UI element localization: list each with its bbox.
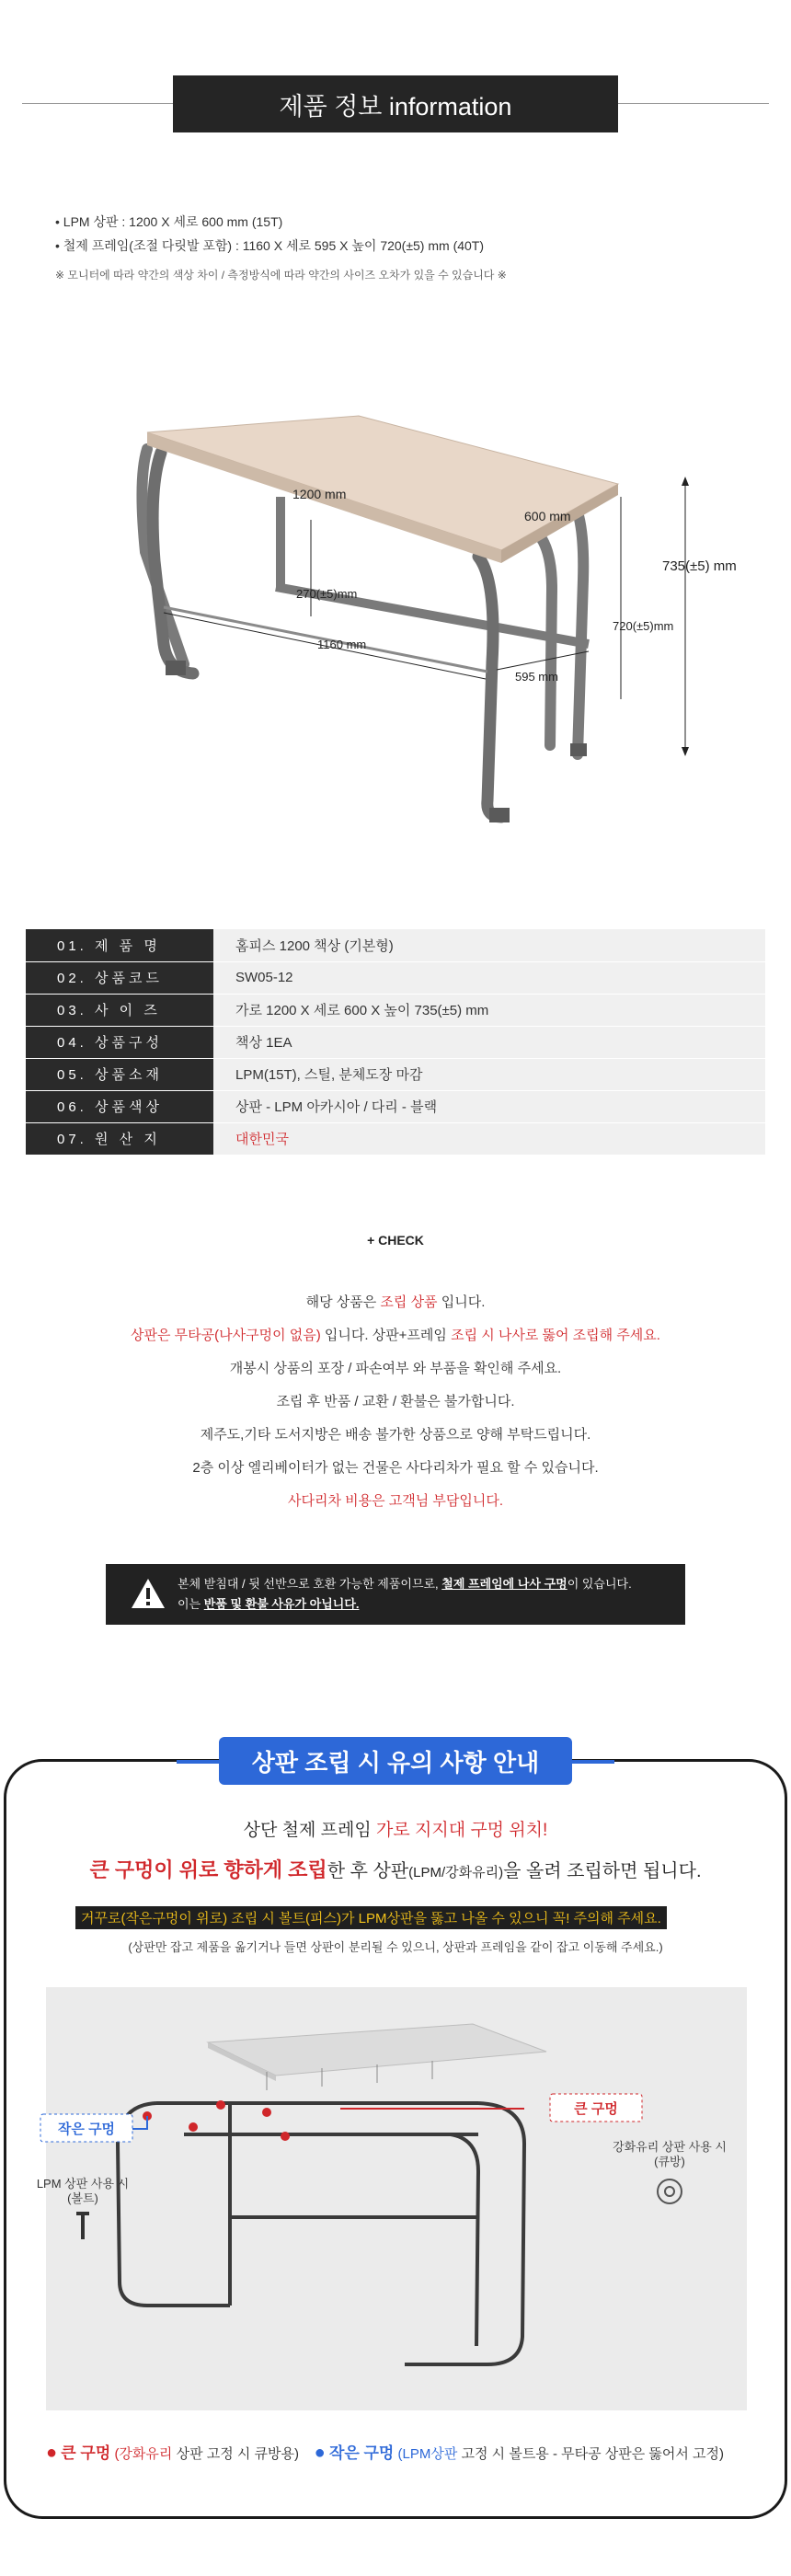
check-line: 2층 이상 엘리베이터가 없는 건물은 사다리차가 필요 할 수 있습니다.: [192, 1460, 599, 1476]
row-label: 07. 원 산 지: [26, 1122, 213, 1155]
assembly-title: 상판 조립 시 유의 사항 안내: [219, 1737, 572, 1785]
assembly-diagram: [36, 1987, 747, 2410]
spec-item: • LPM 상판 : 1200 X 세로 600 mm (15T): [55, 214, 283, 229]
check-line: 사다리차 비용은 고객님 부담입니다.: [287, 1493, 504, 1509]
blue-dot-icon: ●: [314, 2443, 326, 2463]
title-divider-left: [22, 103, 173, 104]
row-value: SW05-12: [213, 961, 765, 994]
glass-use-label: 강화유리 상판 사용 시: [613, 2140, 727, 2154]
assembly-diagram-drawing: [36, 1987, 747, 2410]
table-row: [26, 1122, 765, 1155]
spec-item: • 철제 프레임(조절 다릿발 포함) : 1160 X 세로 595 X 높이 720(±5) mm (40T): [55, 238, 485, 253]
row-value: 가로 1200 X 세로 600 X 높이 735(±5) mm: [213, 994, 765, 1026]
small-hole-label: 작은 구멍: [57, 2122, 116, 2137]
check-title: + CHECK: [367, 1233, 424, 1248]
check-line: 조립 후 반품 / 교환 / 환불은 불가합니다.: [276, 1394, 515, 1409]
row-label: 03. 사 이 즈: [26, 994, 213, 1026]
dim-stretcher-height: 270(±5)mm: [296, 587, 358, 601]
section-title: 제품 정보 information: [173, 75, 618, 132]
check-line: 개봉시 상품의 포장 / 파손여부 와 부품을 확인해 주세요.: [229, 1361, 562, 1376]
title-divider-right: [618, 103, 769, 104]
assembly-subnote: (상판만 잡고 제품을 옮기거나 들면 상판이 분리될 수 있으니, 상판과 프레임을 같이 잡고 이동해 주세요.): [128, 1940, 663, 1954]
table-row: [26, 1026, 765, 1058]
big-hole-label: 큰 구멍: [574, 2101, 618, 2117]
table-row: [26, 961, 765, 994]
dim-total-height: 735(±5) mm: [662, 558, 737, 574]
assembly-head-line-left: [177, 1760, 219, 1764]
warning-box: [106, 1564, 685, 1625]
suction-cup-icon: [658, 2179, 682, 2203]
assembly-head-line-right: [572, 1760, 614, 1764]
row-label: 04. 상품구성: [26, 1026, 213, 1058]
bolt-icon: [76, 2212, 89, 2239]
desk-dimension-drawing: [0, 368, 791, 846]
row-value: LPM(15T), 스틸, 분체도장 마감: [213, 1058, 765, 1090]
warning-line: 이는 반품 및 환불 사유가 아닙니다.: [178, 1597, 360, 1611]
dim-top-depth: 600 mm: [524, 509, 571, 523]
glass-use-sub: (큐방): [654, 2155, 685, 2168]
dim-top-width: 1200 mm: [292, 487, 347, 501]
assembly-line: 큰 구멍이 위로 향하게 조립한 후 상판(LPM/강화유리)을 올려 조립하면 됩니다.: [89, 1858, 702, 1881]
hole-legend: ● 큰 구멍 (강화유리 상판 고정 시 큐방용) ● 작은 구멍 (LPM상판 고정 시 볼트용 - 무타공 상판은 뚫어서 고정): [46, 2443, 725, 2463]
table-row: [26, 1058, 765, 1090]
table-row: [26, 994, 765, 1026]
row-value: 대한민국: [213, 1122, 765, 1155]
row-value: 책상 1EA: [213, 1026, 765, 1058]
assembly-warning: 거꾸로(작은구멍이 위로) 조립 시 볼트(피스)가 LPM상판을 뚫고 나올 수 있으니 꼭! 주의해 주세요.: [75, 1906, 667, 1929]
row-label: 01. 제 품 명: [26, 929, 213, 961]
check-line: 상판은 무타공(나사구멍이 없음) 입니다. 상판+프레임 조립 시 나사로 뚫어 조립해 주세요.: [131, 1328, 660, 1343]
warning-line: 본체 받침대 / 뒷 선반으로 호환 가능한 제품이므로, 철제 프레임에 나사 구멍이 있습니다.: [178, 1577, 632, 1591]
assembly-line: 상단 철제 프레임 가로 지지대 구멍 위치!: [243, 1821, 548, 1840]
table-row: [26, 929, 765, 961]
red-dot-icon: ●: [46, 2443, 58, 2463]
table-row: [26, 1090, 765, 1122]
dim-frame-height: 720(±5)mm: [613, 619, 674, 633]
row-value: 상판 - LPM 아카시아 / 다리 - 블랙: [213, 1090, 765, 1122]
check-line: 해당 상품은 조립 상품 입니다.: [305, 1294, 486, 1310]
product-info-table: [26, 929, 765, 1156]
warning-icon: [130, 1577, 166, 1610]
spec-list: [55, 210, 484, 258]
row-label: 05. 상품소재: [26, 1058, 213, 1090]
dim-frame-width: 1160 mm: [317, 638, 367, 651]
dim-frame-depth: 595 mm: [515, 670, 558, 684]
spec-note: ※ 모니터에 따라 약간의 색상 차이 / 측정방식에 따라 약간의 사이즈 오차가 있을 수 있습니다 ※: [55, 269, 507, 282]
check-notes: [0, 1286, 791, 1518]
check-line: 제주도,기타 도서지방은 배송 불가한 상품으로 양해 부탁드립니다.: [200, 1427, 591, 1443]
row-label: 06. 상품색상: [26, 1090, 213, 1122]
lpm-use-label: LPM 상판 사용 시: [36, 2177, 130, 2191]
row-label: 02. 상품코드: [26, 961, 213, 994]
lpm-use-sub: (볼트): [67, 2191, 98, 2205]
row-value: 홈피스 1200 책상 (기본형): [213, 929, 765, 961]
